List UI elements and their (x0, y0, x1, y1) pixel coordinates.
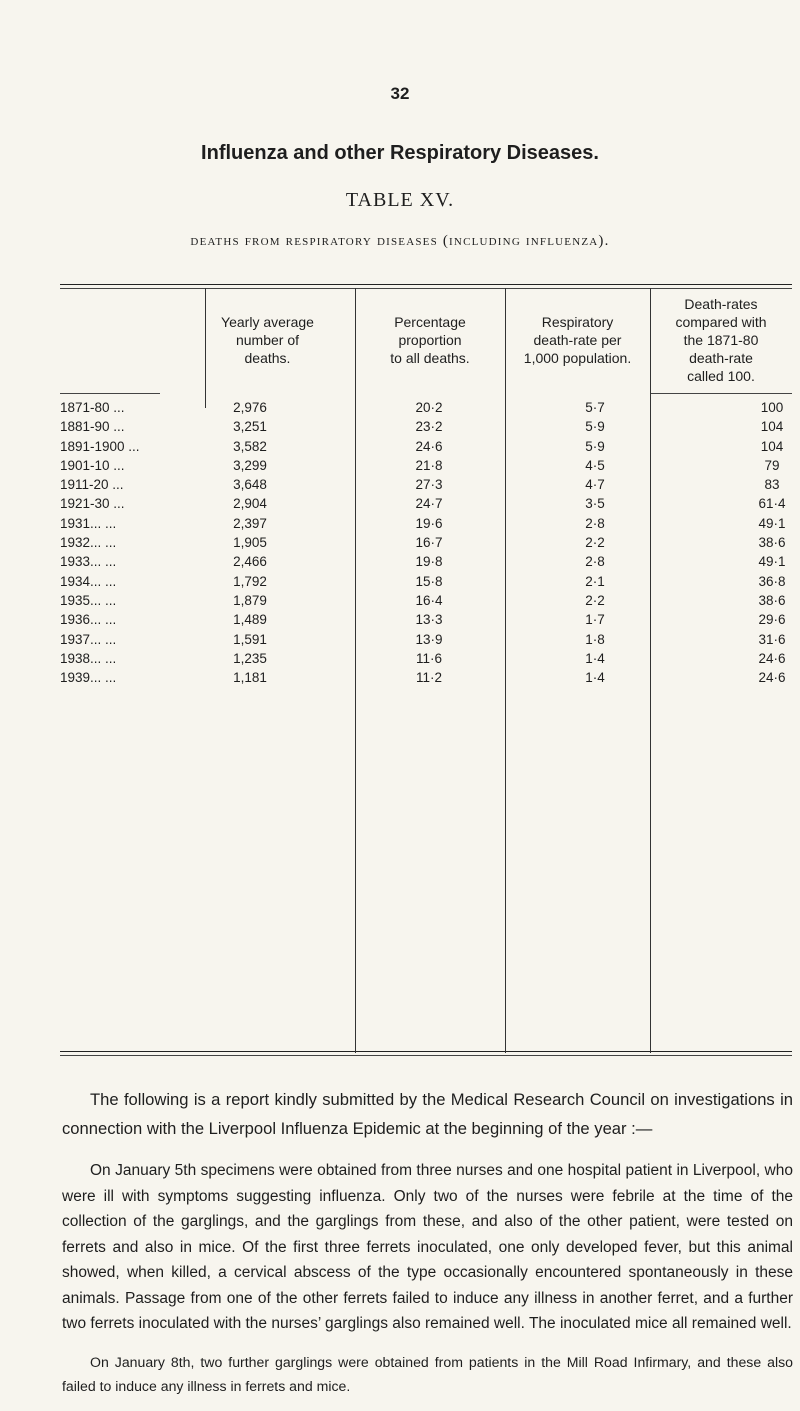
table-row: 1871-80 ... 2,976 20·2 5·7 100 (60, 400, 784, 415)
table-bottom-rule (60, 1051, 792, 1052)
table-body (60, 400, 792, 689)
table-row: 1911-20 ... 3,648 27·3 4·7 83 (60, 477, 780, 493)
table-row: 1938... ... 1,235 11·6 1·4 24·6 (60, 650, 786, 666)
section-title: Influenza and other Respiratory Diseases. (201, 142, 599, 164)
table-row: 1935... ... 1,879 16·4 2·2 38·6 (60, 592, 786, 608)
table-row: 1939... ... 1,181 11·2 1·4 24·6 (60, 670, 786, 686)
paragraph-intro: The following is a report kindly submitted by the Medical Research Council on investigations in connection with the Liverpool Influenza Epidemic at the beginning of the year :— (62, 1090, 793, 1138)
table-subtitle: deaths from respiratory diseases (including influenza). (190, 233, 610, 249)
table-row: 1936... ... 1,489 13·3 1·7 29·6 (60, 612, 786, 628)
table-top-rule (60, 284, 792, 285)
header-underline-right (650, 393, 792, 394)
table-title: TABLE XV. (345, 189, 455, 211)
header-yearly-average: Yearly average number of deaths. (221, 314, 314, 366)
table-bottom-rule-inner (60, 1055, 792, 1056)
table-row: 1933... ... 2,466 19·8 2·8 49·1 (60, 554, 786, 570)
header-percentage: Percentage proportion to all deaths. (390, 314, 470, 366)
header-death-rates-compared: Death-rates compared with the 1871-80 death-rate called 100. (675, 296, 767, 384)
table-row: 1921-30 ... 2,904 24·7 3·5 61·4 (60, 496, 786, 512)
table-row: 1931... ... 2,397 19·6 2·8 49·1 (60, 515, 786, 531)
table-row: 1891-1900 ... 3,582 24·6 5·9 104 (60, 438, 784, 454)
paragraph-january-8th: On January 8th, two further garglings were obtained from patients in the Mill Road Infirmary, and these also failed to induce any illness in ferrets and mice. (62, 1354, 793, 1394)
page-number: 32 (390, 84, 410, 103)
table-row: 1901-10 ... 3,299 21·8 4·5 79 (60, 457, 780, 473)
table-row: 1934... ... 1,792 15·8 2·1 36·8 (60, 573, 786, 589)
table-row: 1881-90 ... 3,251 23·2 5·9 104 (60, 419, 784, 435)
table-row: 1932... ... 1,905 16·7 2·2 38·6 (60, 535, 786, 551)
table-row: 1937... ... 1,591 13·9 1·8 31·6 (60, 631, 786, 647)
paragraph-january-5th: On January 5th specimens were obtained from three nurses and one hospital patient in Liverpool, who were ill with symptoms suggesting influenza. Only two of the nurses were febrile at the time of the collection of the garglings, and the garglings from these, and also of the other patient, were tested on ferrets and also in mice. Of the first three ferrets inoculated, one only developed fever, but this animal showed, when killed, a cervical abscess of the type occasionally encountered spontaneously in these animals. Passage from one of the other ferrets failed to induce any illness in another ferret, and a further two ferrets inoculated with the nurses’ garglings also remained well. The inoculated mice all remained well. (62, 1162, 793, 1332)
header-respiratory-rate: Respiratory death-rate per 1,000 population. (523, 314, 632, 366)
header-underline (60, 393, 160, 394)
